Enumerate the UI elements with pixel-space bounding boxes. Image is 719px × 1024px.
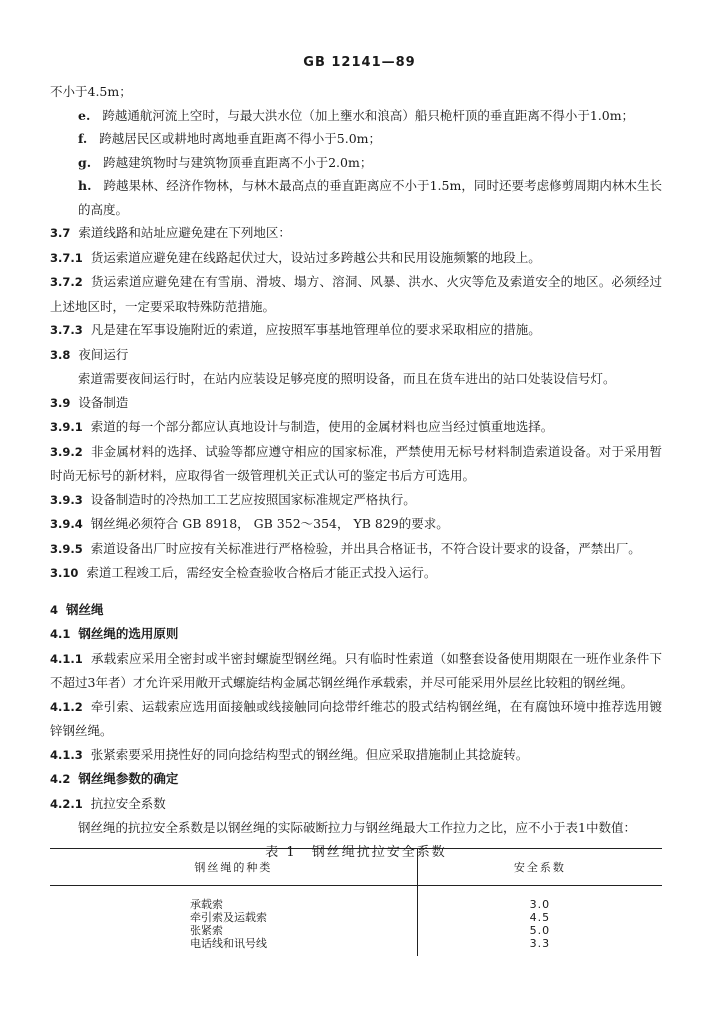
clause-number: 4.1.3 [50, 747, 83, 762]
cell-kind: 承载索 [50, 886, 417, 912]
clause-3-9-5 [50, 537, 662, 562]
table-caption: 表 1 钢丝绳抗拉安全系数 [265, 844, 447, 860]
document-body [50, 80, 662, 877]
item-e [50, 104, 662, 128]
clause-text: 设备制造时的冷热加工工艺应按照国家标准规定严格执行。 [90, 491, 416, 507]
clause-text: 索道设备出厂时应按有关标准进行严格检验，并出具合格证书，不符合设计要求的设备，严禁出厂。 [90, 540, 641, 556]
clause-3-7-3 [50, 318, 662, 343]
clause-number: 3.9.5 [50, 541, 83, 556]
clause-4-2-1-body: 钢丝绳的抗拉安全系数是以钢丝绳的实际破断拉力与钢丝绳最大工作拉力之比，应不小于表1中数值： [78, 820, 636, 835]
item-label: f. [78, 131, 88, 146]
clause-text: 索道的每一个部分都应认真地设计与制造，使用的金属材料也应当经过慎重地选择。 [90, 419, 554, 434]
item-label: g. [78, 154, 92, 170]
clause-3-9-4 [50, 512, 662, 537]
clause-3-8-body: 索道需要夜间运行时，在站内应装设足够亮度的照明设备，而且在货车进出的站口处装设信号灯。 [78, 371, 616, 386]
cell-factor: 4.5 [529, 911, 551, 924]
cell-factor: 3.0 [529, 898, 551, 911]
cell-factor: 3.3 [529, 937, 551, 950]
table-row [50, 924, 662, 937]
clause-3-9 [50, 391, 662, 416]
table-row [50, 937, 662, 956]
clause-3-8 [50, 343, 662, 368]
table-header-row [50, 849, 662, 886]
item-text: 跨越建筑物时与建筑物顶垂直距离不小于2.0m； [103, 154, 373, 170]
clause-text: 货运索道应避免建在有雪崩、滑坡、塌方、溶洞、风暴、洪水、火灾等危及索道安全的地区。必须经过上述地区时，一定要采取特殊防范措施。 [50, 274, 662, 314]
safety-factor-table [50, 848, 662, 956]
clause-number: 3.9.1 [50, 420, 83, 434]
clause-text: 凡是建在军事设施附近的索道，应按照军事基地管理单位的要求采取相应的措施。 [90, 322, 541, 337]
clause-text: 货运索道应避免建在线路起伏过大，设站过多跨越公共和民用设施频繁的地段上。 [90, 249, 541, 265]
clause-number: 3.7 [50, 226, 71, 240]
section-title: 钢丝绳 [66, 601, 104, 617]
clause-text: 抗拉安全系数 [90, 795, 166, 811]
table-row [50, 911, 662, 924]
table [50, 848, 662, 956]
clause-number: 4.2.1 [50, 796, 83, 811]
clause-text: 牵引索、运载索应选用面接触或线接触同向捻带纤维芯的股式结构钢丝绳，在有腐蚀环境中推荐选用镀锌钢丝绳。 [50, 698, 662, 738]
clause-number: 3.9.3 [50, 492, 83, 507]
clause-text: 夜间运行 [78, 346, 129, 362]
clause-number: 3.9 [50, 395, 71, 410]
clause-number: 3.8 [50, 347, 71, 362]
item-f [50, 127, 662, 151]
clause-3-9-3 [50, 488, 662, 513]
clause-3-9-2 [50, 440, 662, 488]
clause-text: 承载索应采用全密封或半密封螺旋型钢丝绳。只有临时性索道（如整套设备使用期限在一班作业条件下不超过3年者）才允许采用敞开式螺旋结构金属芯钢丝绳作承载索，并尽可能采用外层丝比较粗的钢丝绳。 [50, 650, 662, 690]
clause-number: 3.7.2 [50, 275, 83, 289]
cell-kind: 牵引索及运载索 [50, 911, 417, 924]
item-text: 跨越居民区或耕地时离地垂直距离不得小于5.0m； [99, 131, 382, 146]
item-text: 跨越果林、经济作物林，与林木最高点的垂直距离应不小于1.5m，同时还要考虑修剪周期内林木生长的高度。 [78, 178, 662, 217]
item-label: e. [78, 107, 91, 123]
document-code-header: GB 12141—89 [303, 55, 416, 70]
clause-text: 钢丝绳参数的确定 [78, 771, 179, 786]
clause-text: 张紧索要采用挠性好的同向捻结构型式的钢丝绳。但应采取措施制止其捻旋转。 [90, 746, 529, 762]
item-label: h. [78, 178, 92, 193]
clause-text: 钢丝绳必须符合 GB 8918， GB 352～354， YB 829的要求。 [90, 516, 449, 531]
clause-number: 3.9.4 [50, 517, 83, 531]
clause-text: 钢丝绳的选用原则 [78, 626, 179, 641]
clause-number: 4.1.2 [50, 699, 83, 714]
clause-4-1-3 [50, 743, 662, 768]
clause-number: 3.9.2 [50, 444, 83, 459]
item-h [50, 174, 662, 221]
section-4-heading [50, 598, 662, 623]
item-text: 跨越通航河流上空时，与最大洪水位（加上壅水和浪高）船只桅杆顶的垂直距离不得小于1.0m； [102, 107, 635, 123]
clause-number: 3.7.1 [50, 250, 83, 265]
cell-kind: 张紧索 [50, 924, 417, 937]
clause-number: 3.7.3 [50, 323, 83, 337]
cell-factor: 5.0 [529, 924, 551, 937]
column-header-kind: 钢丝绳的种类 [50, 849, 417, 886]
clause-number: 4.2 [50, 772, 71, 786]
clause-number: 4.1.1 [50, 651, 83, 666]
table-row [50, 886, 662, 912]
clause-text: 索道工程竣工后，需经安全检查验收合格后才能正式投入运行。 [86, 565, 437, 580]
clause-4-2 [50, 767, 662, 792]
clause-4-2-1 [50, 792, 662, 817]
clause-4-1-2 [50, 695, 662, 743]
clause-number: 4.1 [50, 627, 71, 641]
section-number: 4 [50, 602, 59, 617]
clause-number: 3.10 [50, 566, 79, 580]
clause-4-1-1 [50, 647, 662, 695]
item-g [50, 151, 662, 175]
clause-text: 设备制造 [78, 394, 129, 410]
clause-text: 非金属材料的选择、试验等都应遵守相应的国家标准，严禁使用无标号材料制造索道设备。对于采用暂时尚无标号的新材料，应取得省一级管理机关正式认可的鉴定书后方可选用。 [50, 443, 662, 483]
continued-line: 不小于4.5m； [50, 84, 132, 99]
clause-text: 索道线路和站址应避免建在下列地区： [78, 225, 291, 240]
clause-3-10 [50, 561, 662, 586]
clause-3-7-2 [50, 270, 662, 318]
cell-kind: 电话线和讯号线 [50, 937, 417, 956]
clause-4-1 [50, 622, 662, 647]
clause-3-7-1 [50, 246, 662, 271]
clause-3-7 [50, 221, 662, 246]
clause-3-9-1 [50, 415, 662, 440]
column-header-factor: 安全系数 [417, 849, 662, 886]
